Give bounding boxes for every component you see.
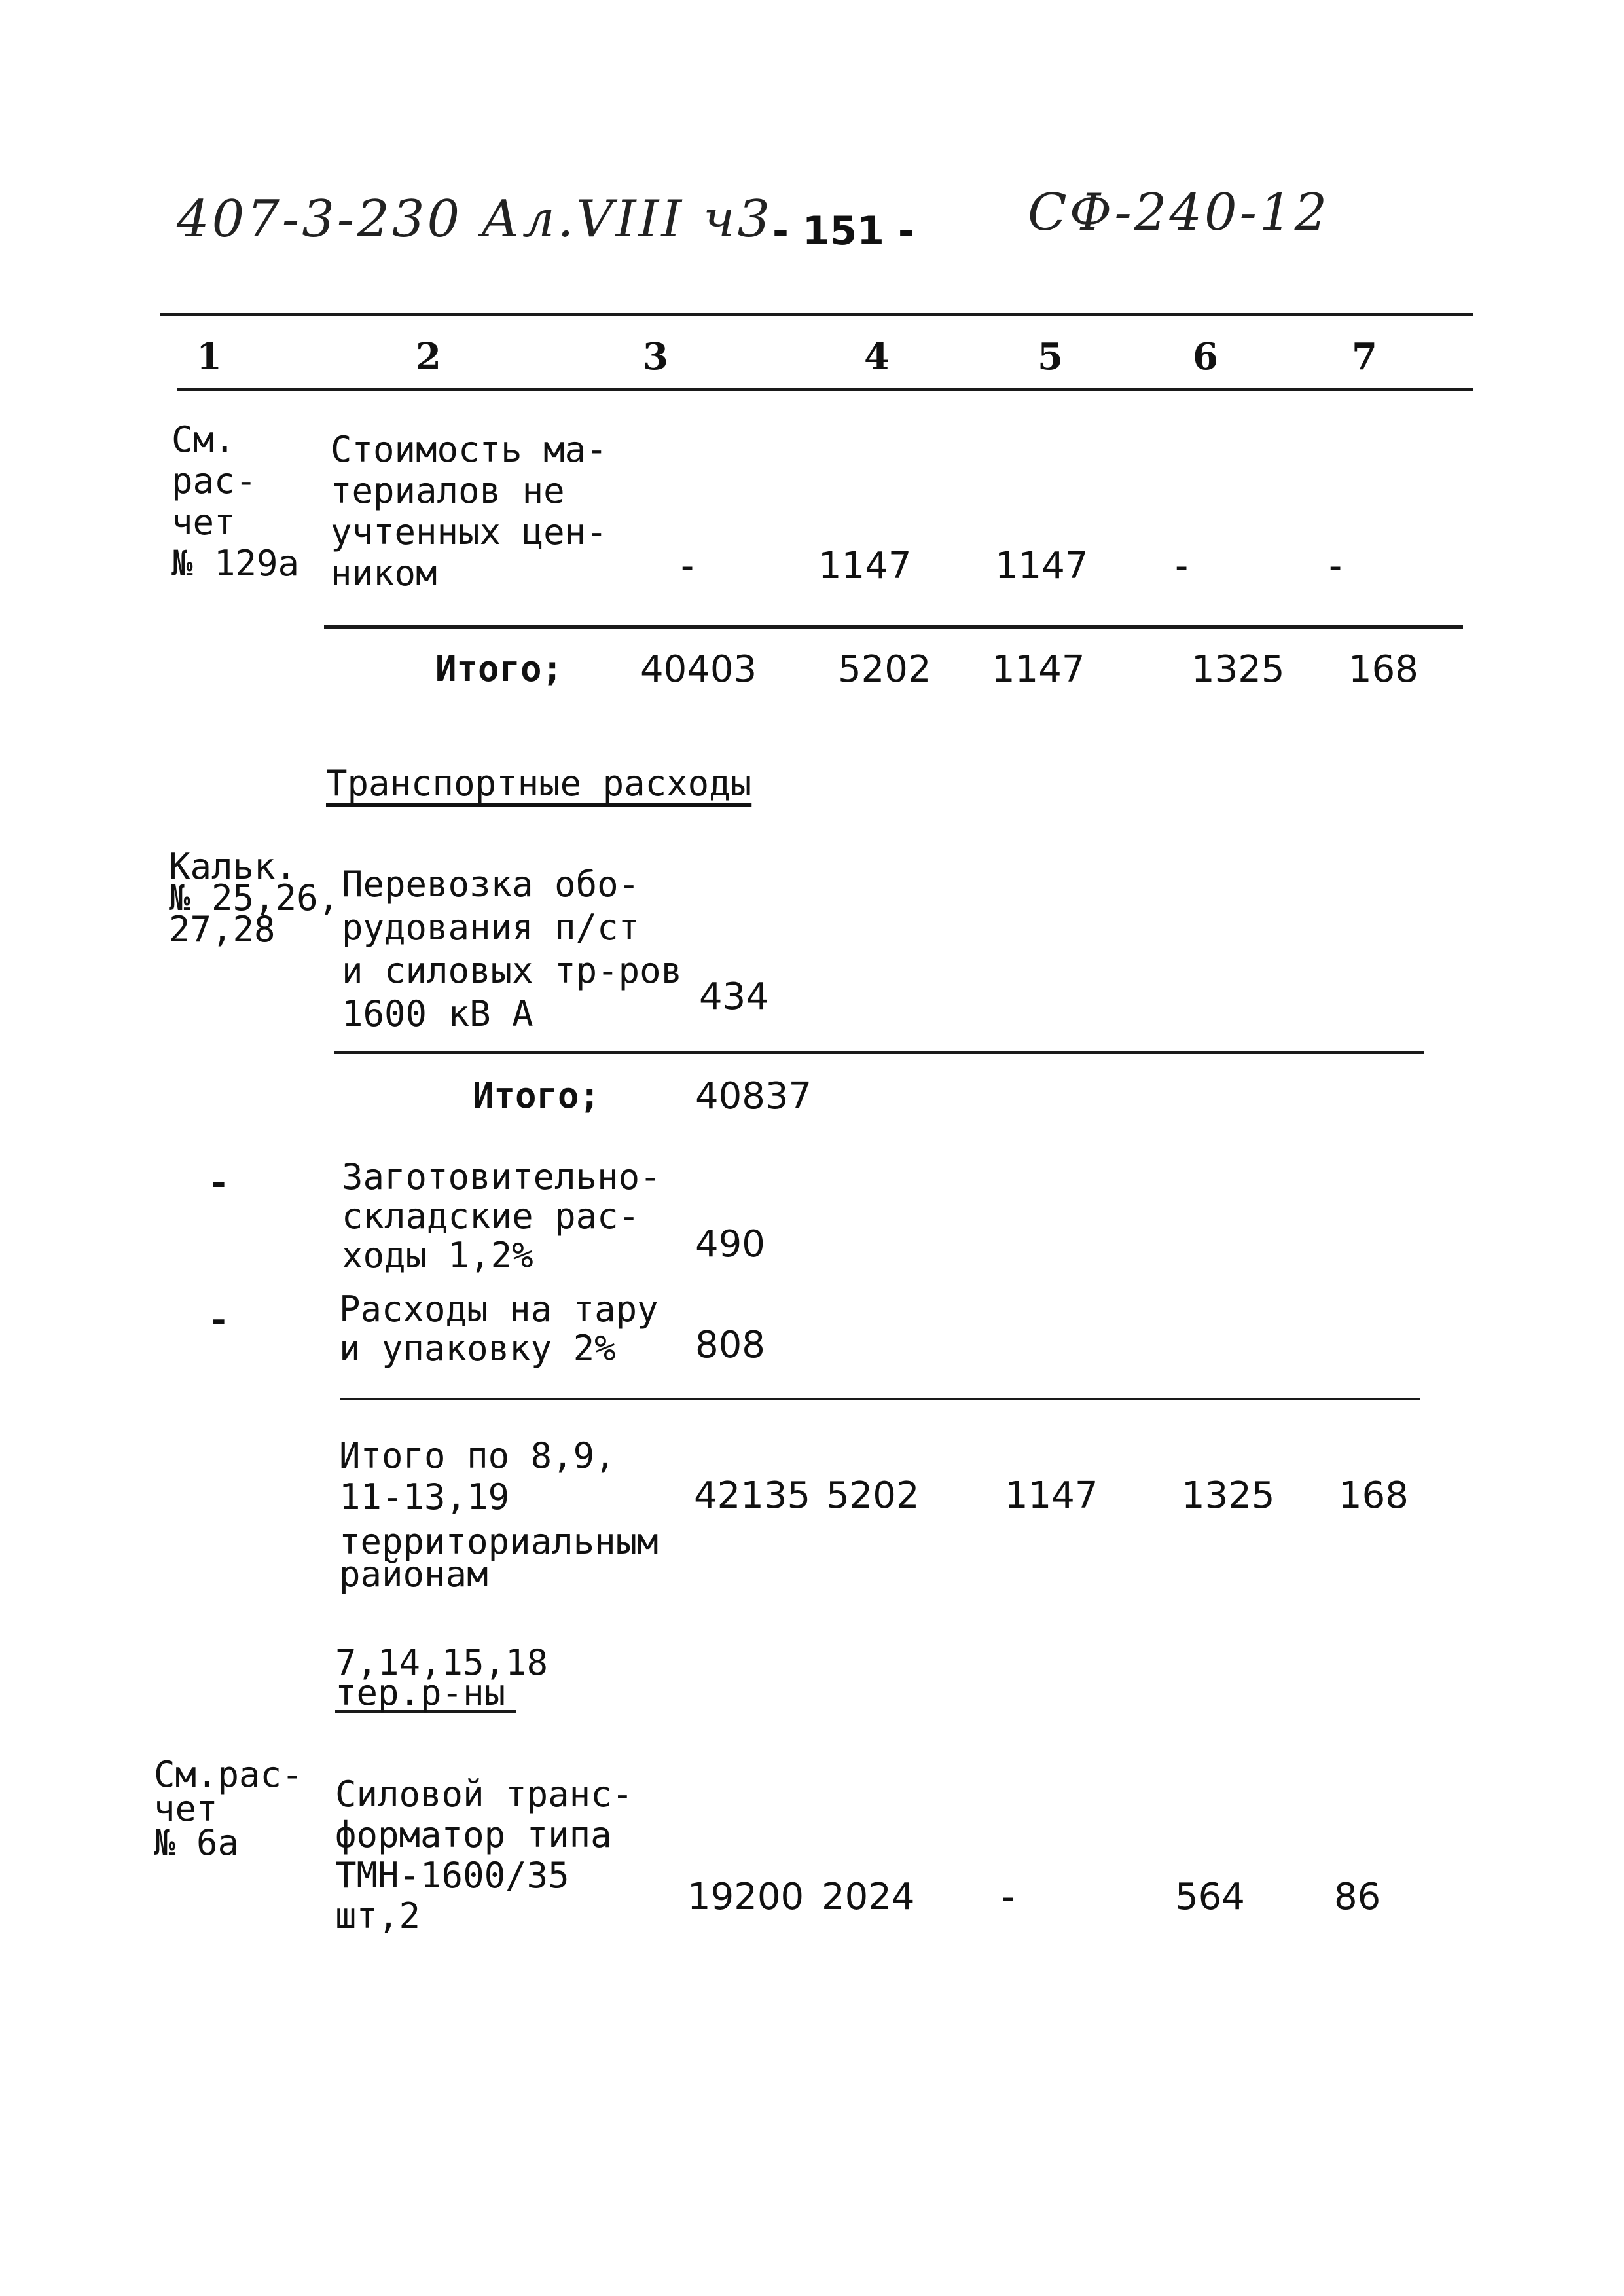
total-2-label: Итого;	[473, 1075, 601, 1116]
region-note-line-2: тер.р-ны	[335, 1676, 516, 1713]
row-packaging-c3: 808	[695, 1324, 765, 1366]
table-top-rule	[160, 313, 1473, 316]
row-transformer-c3: 19200	[687, 1876, 804, 1918]
row-materials-c5: 1147	[995, 545, 1089, 587]
col-header-5: 5	[1038, 335, 1063, 378]
total-3-label-3: территориальным районам	[339, 1521, 659, 1595]
section-transport-heading: Транспортные расходы	[326, 763, 752, 804]
row-materials-c3: -	[681, 545, 695, 587]
row-transformer-c6: 564	[1175, 1876, 1245, 1918]
total-1-c4: 5202	[838, 648, 931, 691]
row-materials-c7: -	[1329, 545, 1343, 587]
row-materials-ref: См. рас- чет № 129а	[171, 419, 300, 584]
header-bottom-rule	[177, 388, 1473, 391]
total-2-c3: 40837	[695, 1075, 812, 1118]
total-3-c4: 5202	[826, 1474, 920, 1517]
total-3-label-1: Итого по 8,9,	[339, 1435, 616, 1476]
total-1-c5: 1147	[992, 648, 1085, 691]
total-3-c5: 1147	[1005, 1474, 1098, 1517]
total-1-c6: 1325	[1191, 648, 1285, 691]
row-materials-c6: -	[1175, 545, 1189, 587]
total-1-label: Итого;	[435, 648, 564, 689]
row-storage-c3: 490	[695, 1223, 765, 1266]
row-transformer-name: Силовой транс- форматор типа ТМН-1600/35 шт,2	[335, 1774, 634, 1937]
row-materials-c4: 1147	[818, 545, 912, 587]
row-storage-ref: -	[208, 1162, 230, 1203]
total-1-rule	[324, 625, 1463, 629]
row-transport-ref: Кальк. № 25,26, 27,28	[169, 846, 340, 950]
row-transformer-c7: 86	[1334, 1876, 1381, 1918]
total-2-rule	[334, 1051, 1424, 1054]
row-transformer-c5: -	[1001, 1876, 1015, 1918]
total-3-label-2: 11-13,19	[339, 1476, 510, 1518]
row-packaging-name: Расходы на тару и упаковку 2%	[339, 1288, 659, 1369]
col-header-7: 7	[1352, 335, 1377, 378]
col-header-1: 1	[196, 335, 222, 378]
col-header-3: 3	[643, 335, 668, 378]
total-1-c3: 40403	[640, 648, 757, 691]
row-transformer-c4: 2024	[821, 1876, 915, 1918]
total-3-c7: 168	[1339, 1474, 1409, 1517]
col-header-2: 2	[416, 335, 441, 378]
page-number: - 151 -	[772, 208, 914, 254]
row-packaging-ref: -	[208, 1300, 230, 1341]
row-transport-name: Перевозка обо- рудования п/ст и силовых тр-ров 1600 кВ А	[342, 864, 683, 1034]
total-1-c7: 168	[1348, 648, 1418, 691]
doc-code: 407-3-230 Ал.VIII ч3	[177, 190, 773, 249]
row-transport-c3: 434	[699, 975, 769, 1018]
stamp-code: СФ-240-12	[1028, 183, 1330, 242]
col-header-6: 6	[1193, 335, 1218, 378]
total-3-c3: 42135	[694, 1474, 811, 1517]
total-3-c6: 1325	[1182, 1474, 1275, 1517]
col-header-4: 4	[864, 335, 890, 378]
row-transformer-ref: См.рас- чет № 6а	[154, 1754, 303, 1863]
total-3-rule	[340, 1398, 1420, 1400]
row-materials-name: Стоимость ма- териалов не учтенных цен- ником	[331, 429, 607, 594]
region-note-line-1: 7,14,15,18	[335, 1642, 549, 1683]
row-storage-name: Заготовительно- складские рас- ходы 1,2%	[342, 1156, 661, 1276]
